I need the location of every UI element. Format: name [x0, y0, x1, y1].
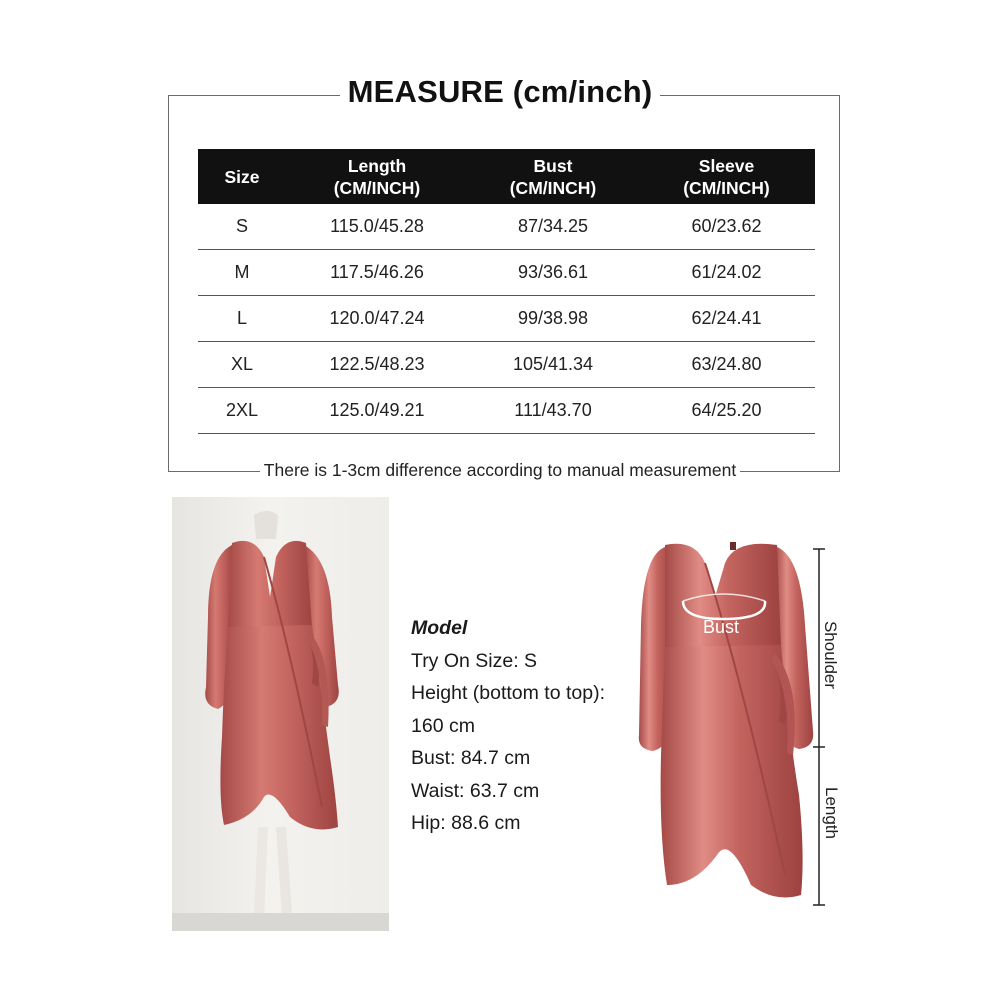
measure-title: MEASURE (cm/inch): [340, 74, 661, 110]
model-height-label: Height (bottom to top):: [411, 682, 606, 704]
model-heading: Model: [411, 617, 468, 639]
cell-size: S: [198, 204, 286, 250]
header-sleeve: Sleeve (CM/INCH): [638, 149, 815, 204]
table-row: [198, 388, 815, 434]
cell-bust: 99/38.98: [468, 296, 638, 342]
model-bust: Bust: 84.7 cm: [411, 747, 531, 769]
model-height-value: 160 cm: [411, 714, 475, 737]
cell-bust: 105/41.34: [468, 342, 638, 388]
cell-size: XL: [198, 342, 286, 388]
dress-diagram-drawing: [625, 535, 865, 915]
table-row: [198, 250, 815, 296]
header-length: Length (CM/INCH): [286, 149, 468, 204]
header-size: Size: [198, 149, 286, 204]
cell-size: M: [198, 250, 286, 296]
cell-size: L: [198, 296, 286, 342]
measure-title-wrap: [0, 74, 1000, 110]
mannequin-dress-drawing: [172, 497, 389, 931]
size-table: [198, 149, 815, 434]
shoulder-label: Shoulder: [821, 620, 840, 690]
cell-length: 120.0/47.24: [286, 296, 468, 342]
table-row: [198, 342, 815, 388]
cell-size: 2XL: [198, 388, 286, 434]
size-table-header-row: [198, 149, 815, 204]
length-label: Length: [822, 787, 841, 839]
table-row: [198, 296, 815, 342]
cell-bust: 87/34.25: [468, 204, 638, 250]
measurement-note: There is 1-3cm difference according to manual measurement: [260, 460, 740, 481]
photo-floor: [172, 913, 389, 931]
header-bust: Bust (CM/INCH): [468, 149, 638, 204]
cell-length: 125.0/49.21: [286, 388, 468, 434]
cell-sleeve: 62/24.41: [638, 296, 815, 342]
model-info: [411, 612, 605, 840]
measurement-note-wrap: [0, 460, 1000, 481]
measurement-diagram: [625, 535, 865, 915]
cell-sleeve: 61/24.02: [638, 250, 815, 296]
cell-length: 122.5/48.23: [286, 342, 468, 388]
bust-label: Bust: [703, 617, 740, 637]
model-waist: Waist: 63.7 cm: [411, 779, 540, 802]
model-try-on-size: Try On Size: S: [411, 649, 538, 672]
cell-length: 117.5/46.26: [286, 250, 468, 296]
cell-bust: 111/43.70: [468, 388, 638, 434]
cell-length: 115.0/45.28: [286, 204, 468, 250]
cell-sleeve: 63/24.80: [638, 342, 815, 388]
cell-bust: 93/36.61: [468, 250, 638, 296]
table-row: [198, 204, 815, 250]
product-photo-mannequin: [172, 497, 389, 931]
cell-sleeve: 64/25.20: [638, 388, 815, 434]
model-hip: Hip: 88.6 cm: [411, 812, 521, 834]
cell-sleeve: 60/23.62: [638, 204, 815, 250]
